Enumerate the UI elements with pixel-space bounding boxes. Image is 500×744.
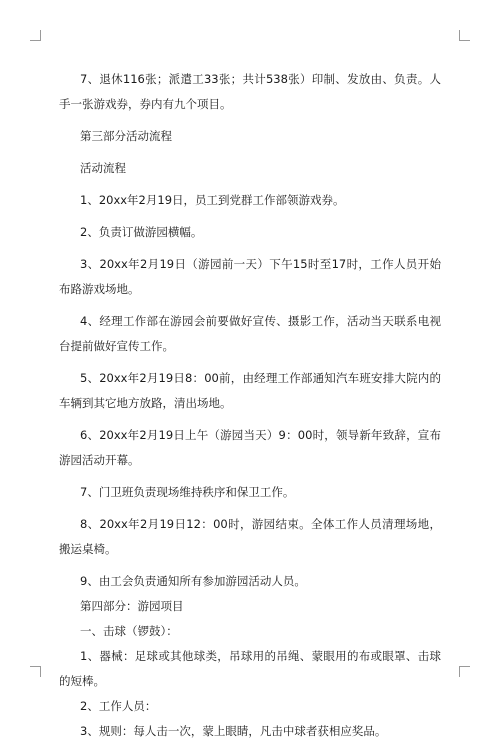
subheading-activity-flow: 活动流程 — [80, 161, 126, 175]
crop-mark-bottom-right — [459, 666, 470, 677]
flow-step-9: 9、由工会负责通知所有参加游园活动人员。 — [80, 574, 306, 588]
project-item-staff: 2、工作人员： — [80, 699, 157, 713]
flow-step-6: 6、20xx年2月19日上午（游园当天）9：00时，领导新年致辞，宣布游园活动开幕。 — [59, 428, 441, 467]
crop-mark-top-left — [30, 30, 41, 41]
flow-step-3: 3、20xx年2月19日（游园前一天）下午15时至17时，工作人员开始布路游戏场地。 — [59, 257, 441, 296]
project-item-rules: 3、规则：每人击一次，蒙上眼睛，凡击中球者获相应奖品。 — [80, 724, 387, 738]
paragraph-retirees-tickets: 7、退休116张；派遣工33张；共计538张）印制、发放由、负责。人手一张游戏券，券内有九个项目。 — [59, 72, 441, 111]
flow-step-5: 5、20xx年2月19日8：00前，由经理工作部通知汽车班安排大院内的车辆到其它地方放路，清出场地。 — [59, 371, 441, 410]
project-heading-hit-ball: 一、击球（锣鼓）： — [80, 624, 178, 638]
crop-mark-bottom-left — [30, 666, 41, 677]
flow-step-2: 2、负责订做游园横幅。 — [80, 225, 203, 239]
flow-step-4: 4、经理工作部在游园会前要做好宣传、摄影工作，活动当天联系电视台提前做好宣传工作。 — [59, 314, 441, 353]
flow-step-1: 1、20xx年2月19日，员工到党群工作部领游戏券。 — [80, 193, 345, 207]
document-body — [59, 67, 441, 744]
section-heading-part-three: 第三部分活动流程 — [80, 129, 172, 143]
flow-step-8: 8、20xx年2月19日12：00时，游园结束。全体工作人员清理场地，搬运桌椅。 — [59, 517, 441, 556]
crop-mark-top-right — [459, 30, 470, 41]
flow-step-7: 7、门卫班负责现场维持秩序和保卫工作。 — [80, 485, 295, 499]
project-item-equipment: 1、器械：足球或其他球类，吊球用的吊绳、蒙眼用的布或眼罩、击球的短棒。 — [59, 649, 441, 688]
section-heading-part-four: 第四部分：游园项目 — [80, 599, 184, 613]
